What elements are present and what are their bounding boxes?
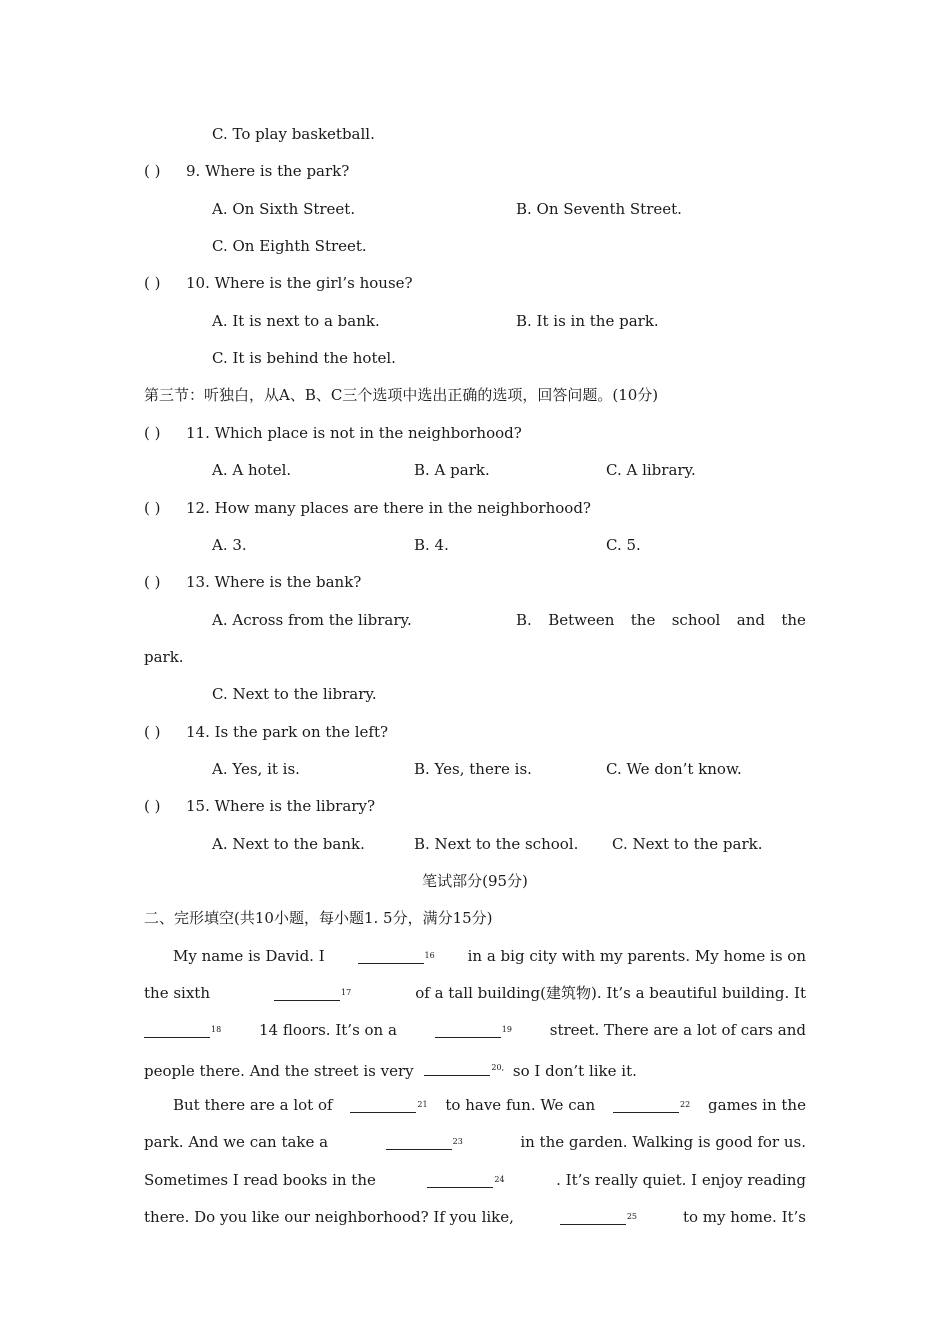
q13-option-b bbox=[516, 610, 806, 630]
q10-option-c: C. It is behind the hotel. bbox=[212, 349, 396, 367]
q9-question: 9. Where is the park? bbox=[186, 162, 350, 180]
blank-22[interactable] bbox=[613, 1095, 690, 1118]
passage-text: to have fun. We can bbox=[445, 1096, 596, 1114]
q11-option-a: A. A hotel. bbox=[212, 461, 292, 479]
q11-answer-paren[interactable]: ( ) bbox=[144, 424, 161, 442]
q9-answer-paren[interactable]: ( ) bbox=[144, 162, 161, 180]
blank-number: 25 bbox=[626, 1212, 638, 1221]
blank-20[interactable] bbox=[424, 1062, 504, 1080]
passage-text: people there. And the street is very bbox=[144, 1062, 414, 1080]
q14-option-b: B. Yes, there is. bbox=[414, 760, 532, 778]
q12-option-a: A. 3. bbox=[212, 536, 247, 554]
passage-text: Sometimes I read books in the bbox=[144, 1171, 376, 1189]
passage-text: park. And we can take a bbox=[144, 1133, 329, 1151]
q13-option-c: C. Next to the library. bbox=[212, 685, 377, 703]
blank-25[interactable] bbox=[560, 1207, 637, 1230]
passage-line bbox=[144, 1132, 806, 1155]
q15-question: 15. Where is the library? bbox=[186, 797, 375, 815]
blank-16[interactable] bbox=[358, 946, 435, 969]
q15-option-c: C. Next to the park. bbox=[612, 835, 763, 853]
passage-line bbox=[173, 946, 806, 969]
q14-option-c: C. We don’t know. bbox=[606, 760, 742, 778]
section3-heading: 第三节：听独白，从A、B、C三个选项中选出正确的选项，回答问题。(10分) bbox=[144, 386, 659, 404]
q9-option-c: C. On Eighth Street. bbox=[212, 237, 367, 255]
q10-option-b: B. It is in the park. bbox=[516, 312, 659, 330]
passage-text: there. Do you like our neighborhood? If you like, bbox=[144, 1208, 514, 1226]
q13-option-b-word: B. bbox=[516, 611, 532, 629]
q13-option-b-word: Between bbox=[548, 611, 615, 629]
blank-number: 21 bbox=[417, 1100, 428, 1109]
blank-number: 17 bbox=[341, 988, 352, 997]
written-part-title: 笔试部分(95分) bbox=[422, 872, 528, 890]
passage-text: 14 floors. It’s on a bbox=[259, 1021, 397, 1039]
passage-text: street. There are a lot of cars and bbox=[549, 1021, 806, 1039]
blank-number: 18 bbox=[211, 1025, 222, 1034]
blank-number: 22 bbox=[680, 1100, 691, 1109]
passage-text: . It’s really quiet. I enjoy reading bbox=[556, 1171, 806, 1189]
q11-option-b: B. A park. bbox=[414, 461, 490, 479]
blank-18[interactable] bbox=[144, 1020, 221, 1043]
passage-line bbox=[144, 1170, 806, 1193]
q12-option-c: C. 5. bbox=[606, 536, 641, 554]
q8-option-c: C. To play basketball. bbox=[212, 125, 375, 143]
passage-line bbox=[173, 1095, 806, 1118]
blank-number: 20, bbox=[491, 1063, 505, 1072]
passage-line bbox=[144, 1020, 806, 1043]
passage-text: of a tall building(建筑物). It’s a beautiful building. It bbox=[415, 984, 806, 1002]
q15-option-b: B. Next to the school. bbox=[414, 835, 579, 853]
passage-text: the sixth bbox=[144, 984, 210, 1002]
q13-question: 13. Where is the bank? bbox=[186, 573, 362, 591]
q13-option-b-word: the bbox=[781, 611, 806, 629]
passage-line bbox=[144, 1058, 637, 1081]
q9-option-a: A. On Sixth Street. bbox=[212, 200, 356, 218]
passage-line bbox=[144, 983, 806, 1006]
blank-number: 23 bbox=[452, 1137, 463, 1146]
q14-question: 14. Is the park on the left? bbox=[186, 723, 389, 741]
q10-answer-paren[interactable]: ( ) bbox=[144, 274, 161, 292]
passage-text: so I don’t like it. bbox=[512, 1062, 637, 1080]
passage-line bbox=[144, 1207, 806, 1230]
q13-option-b-word: and bbox=[736, 611, 765, 629]
passage-text: games in the bbox=[708, 1096, 806, 1114]
q13-option-b-word: school bbox=[671, 611, 721, 629]
q11-question: 11. Which place is not in the neighborhood? bbox=[186, 424, 522, 442]
q13-option-b-continued: park. bbox=[144, 648, 184, 666]
q10-option-a: A. It is next to a bank. bbox=[212, 312, 380, 330]
q13-option-b-word: the bbox=[630, 611, 656, 629]
blank-21[interactable] bbox=[350, 1095, 427, 1118]
q12-option-b: B. 4. bbox=[414, 536, 449, 554]
part2-heading: 二、完形填空(共10小题，每小题1. 5分，满分15分) bbox=[144, 909, 493, 927]
passage-text: My name is David. I bbox=[173, 947, 325, 965]
q11-option-c: C. A library. bbox=[606, 461, 696, 479]
q14-answer-paren[interactable]: ( ) bbox=[144, 723, 161, 741]
q10-question: 10. Where is the girl’s house? bbox=[186, 274, 413, 292]
passage-text: But there are a lot of bbox=[173, 1096, 333, 1114]
q15-answer-paren[interactable]: ( ) bbox=[144, 797, 161, 815]
q13-answer-paren[interactable]: ( ) bbox=[144, 573, 161, 591]
q12-question: 12. How many places are there in the neighborhood? bbox=[186, 499, 591, 517]
q13-option-a: A. Across from the library. bbox=[212, 611, 412, 629]
blank-17[interactable] bbox=[274, 983, 351, 1006]
blank-number: 19 bbox=[501, 1025, 512, 1034]
blank-number: 16 bbox=[424, 951, 435, 960]
passage-text: in the garden. Walking is good for us. bbox=[520, 1133, 806, 1151]
q15-option-a: A. Next to the bank. bbox=[212, 835, 365, 853]
blank-24[interactable] bbox=[427, 1170, 504, 1193]
blank-19[interactable] bbox=[435, 1020, 512, 1043]
blank-number: 24 bbox=[494, 1175, 505, 1184]
q12-answer-paren[interactable]: ( ) bbox=[144, 499, 161, 517]
passage-text: to my home. It’s bbox=[682, 1208, 806, 1226]
passage-text: in a big city with my parents. My home is on bbox=[467, 947, 806, 965]
q9-option-b: B. On Seventh Street. bbox=[516, 200, 682, 218]
q14-option-a: A. Yes, it is. bbox=[212, 760, 300, 778]
blank-23[interactable] bbox=[386, 1132, 463, 1155]
